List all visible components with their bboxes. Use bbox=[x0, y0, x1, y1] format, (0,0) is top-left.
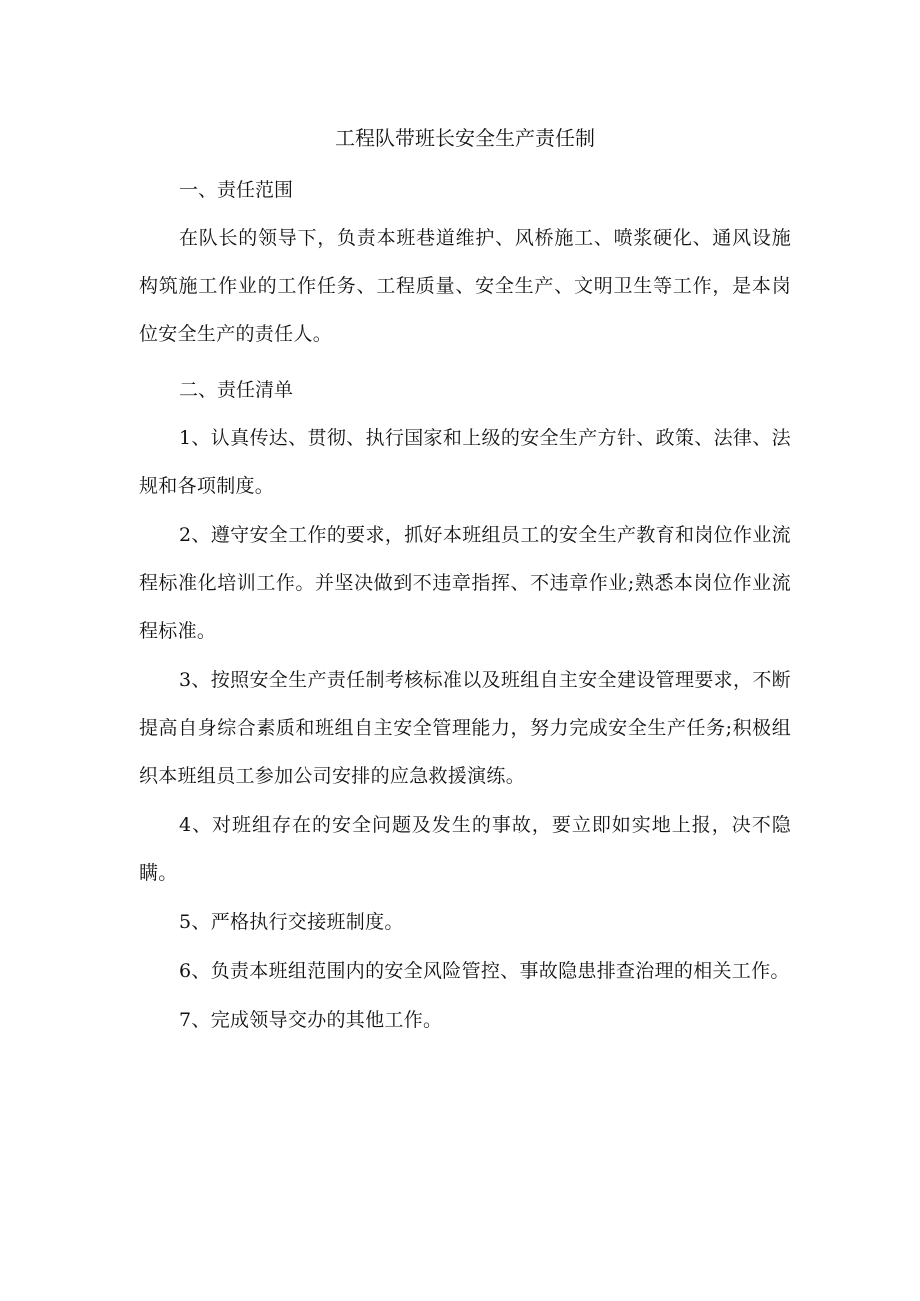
list-item-2: 2、遵守安全工作的要求，抓好本班组员工的安全生产教育和岗位作业流程标准化培训工作。并坚决做到不违章指挥、不违章作业;熟悉本岗位作业流程标准。 bbox=[139, 524, 791, 642]
scope-paragraph: 在队长的领导下，负责本班巷道维护、风桥施工、喷浆硬化、通风设施构筑施工作业的工作任务、工程质量、安全生产、文明卫生等工作，是本岗位安全生产的责任人。 bbox=[139, 227, 791, 345]
list-item-1: 1、认真传达、贯彻、执行国家和上级的安全生产方针、政策、法律、法规和各项制度。 bbox=[139, 427, 791, 497]
list-item-4: 4、对班组存在的安全问题及发生的事故，要立即如实地上报，决不隐瞒。 bbox=[139, 814, 791, 884]
section-heading-list: 二、责任清单 bbox=[179, 379, 294, 401]
list-item-5: 5、严格执行交接班制度。 bbox=[179, 911, 404, 933]
list-item-3: 3、按照安全生产责任制考核标准以及班组自主安全建设管理要求，不断提高自身综合素质和班组自主安全管理能力，努力完成安全生产任务;积极组织本班组员工参加公司安排的应急救援演练。 bbox=[139, 669, 791, 787]
document-body bbox=[139, 118, 791, 1044]
list-item-7: 7、完成领导交办的其他工作。 bbox=[179, 1009, 443, 1031]
section-heading-scope: 一、责任范围 bbox=[179, 179, 294, 201]
document-title: 工程队带班长安全生产责任制 bbox=[335, 126, 595, 150]
list-item-6: 6、负责本班组范围内的安全风险管控、事故隐患排查治理的相关工作。 bbox=[179, 960, 790, 982]
